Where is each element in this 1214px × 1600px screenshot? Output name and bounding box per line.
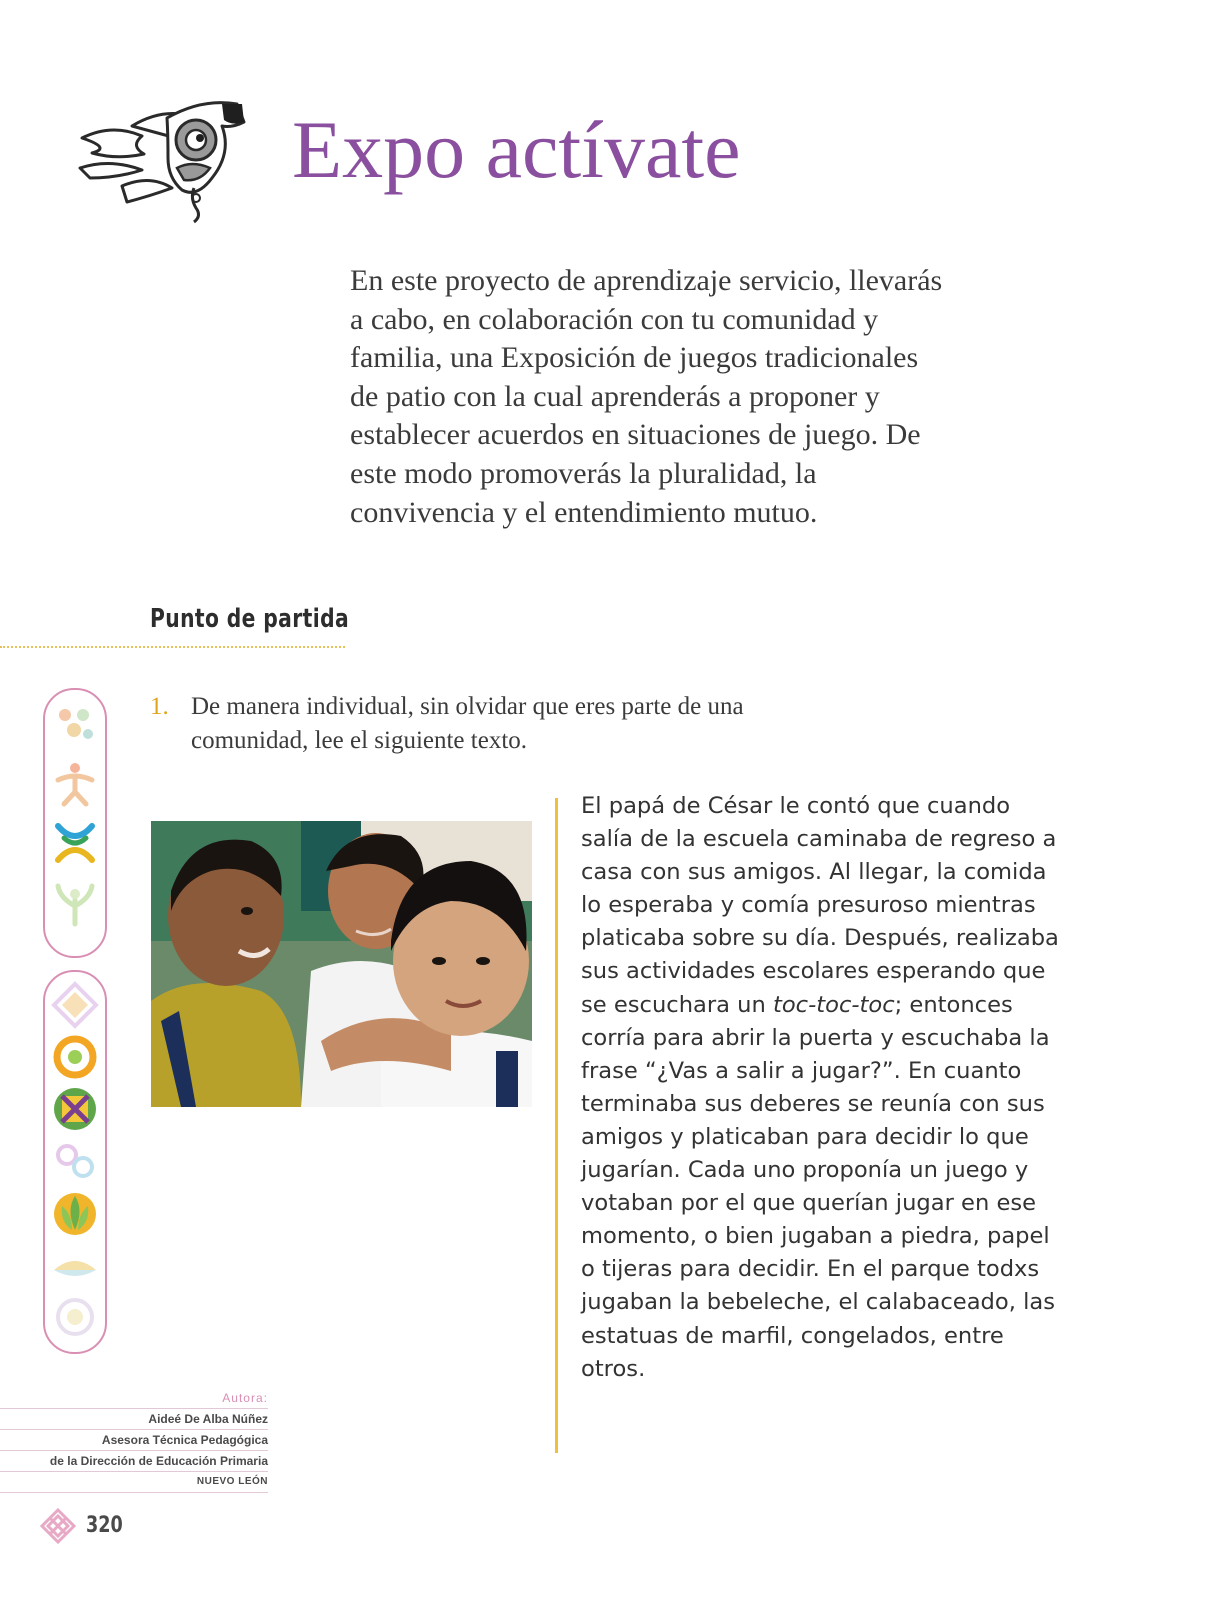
sprout-figure-icon [50, 878, 100, 928]
instruction-text: De manera individual, sin olvidar que eres parte de una comunidad, lee el siguiente texto. [191, 693, 744, 754]
project-intro-paragraph: En este proyecto de aprendizaje servicio, llevarás a cabo, en colaboración con tu comunidad y familia, una Exposición de juegos tradicionales de patio con la cual aprenderás a proponer y establecer acuerdos en situaciones de juego. De este modo promoverás la pluralidad, la convivencia y el entendimiento mutuo. [350, 264, 943, 529]
orange-spiral-icon [50, 1032, 100, 1082]
flowers-icon [50, 700, 100, 750]
icon-pill-top [43, 688, 107, 958]
author-institution: de la Dirección de Educación Primaria [0, 1451, 268, 1472]
icon-pill-bottom [43, 970, 107, 1354]
dancing-figure-icon [50, 758, 100, 808]
lotus-flower-icon [50, 1188, 100, 1238]
section-divider [0, 646, 345, 648]
green-square-x-icon [50, 1084, 100, 1134]
author-name: Aideé De Alba Núñez [0, 1409, 268, 1430]
woven-cross-icon [40, 1508, 76, 1544]
children-photo [151, 821, 532, 1107]
page-title: Expo actívate [292, 104, 741, 195]
author-label: Autora: [0, 1388, 268, 1409]
serpent-head-logo-icon [72, 98, 252, 224]
diamond-compass-icon [50, 980, 100, 1030]
reading-text-part: El papá de César le contó que cuando salía de la escuela caminaba de regreso a casa con sus amigos. Al llegar, la comida lo esperaba y comía presuroso mientras platicaba sobre su día. Después, realizaba sus actividades escolares esperando que se escuchara un [581, 793, 1059, 1018]
page-number: 320 [86, 1513, 123, 1538]
sun-circle-icon [50, 1292, 100, 1342]
instruction-number: 1. [150, 693, 169, 720]
people-embrace-icon [50, 818, 100, 868]
author-credits [0, 1388, 268, 1493]
author-state: NUEVO LEÓN [0, 1472, 268, 1493]
reading-text-part: ; entonces corría para abrir la puerta y escuchaba la frase “¿Vas a salir a jugar?”. En cuanto terminaba sus deberes se reunía con sus amigos y platicaban para decidir lo que jugarían. Cada uno proponía un juego y votaban por el que querían jugar en ese momento, o bien jugaban a piedra, papel o tijeras para decidir. En el parque todxs jugaban la bebeleche, el calabaceado, las estatuas de marfil, congelados, entre otros. [581, 991, 1055, 1382]
linked-circles-icon [50, 1136, 100, 1186]
section-heading: Punto de partida [150, 604, 350, 634]
reading-onomatopoeia: toc-toc-toc [773, 991, 895, 1018]
reading-accent-bar [555, 798, 558, 1453]
reading-passage [581, 790, 1061, 1386]
author-role: Asesora Técnica Pedagógica [0, 1430, 268, 1451]
landscape-icon [50, 1240, 100, 1290]
